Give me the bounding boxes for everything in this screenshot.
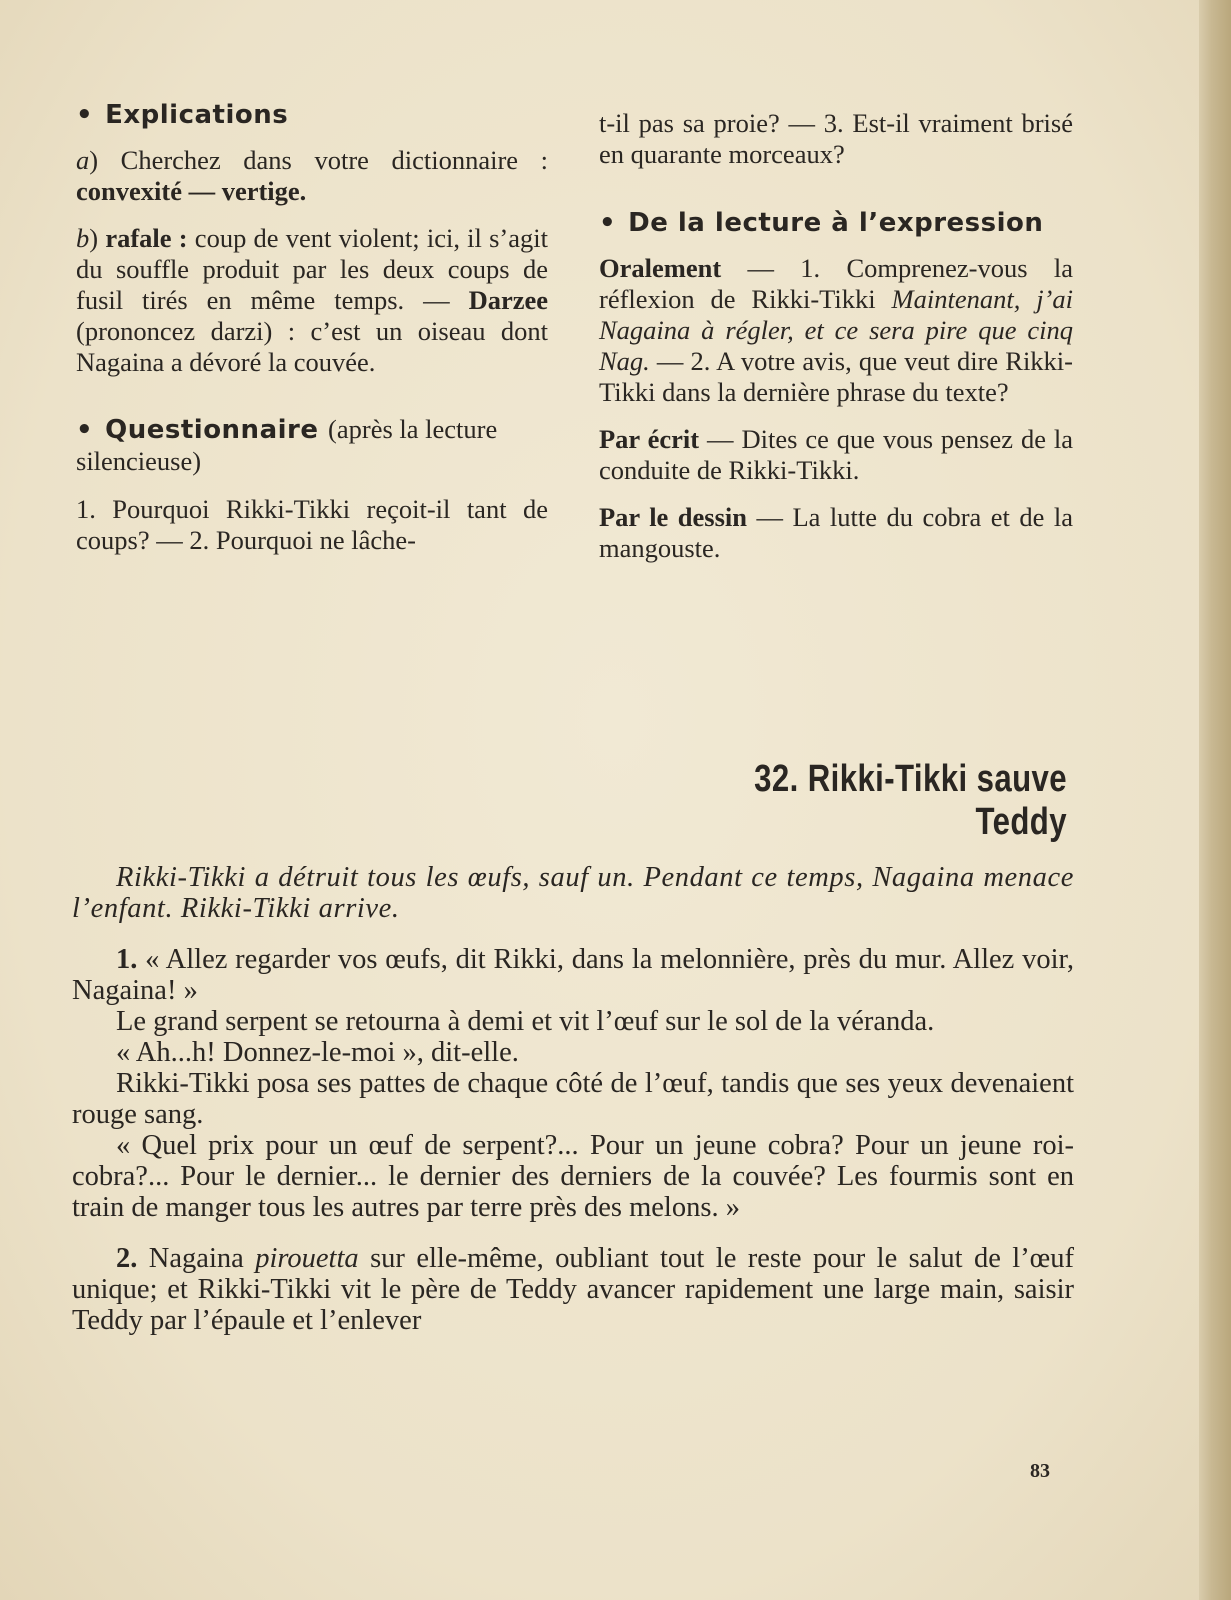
story-paragraph-5: « Quel prix pour un œuf de serpent?... Pour un jeune cobra? Pour un jeune roi-cobra?... Pour le dernier... le dernier des derniers de la couvée? Les fourmis sont en train de manger tous les autres par terre près des melons. »: [72, 1130, 1074, 1223]
bullet-icon: •: [76, 100, 94, 130]
questionnaire-heading: • Questionnaire (après la lecture silencieuse): [76, 414, 498, 476]
story-intro: Rikki-Tikki a détruit tous les œufs, sauf un. Pendant ce temps, Nagaina menace l’enfant. Rikki-Tikki arrive.: [72, 862, 1074, 924]
explication-a-words: convexité — vertige.: [76, 176, 307, 206]
par-le-dessin-text: Par le dessin — La lutte du cobra et de la mangouste.: [599, 502, 1073, 563]
bullet-icon: •: [76, 415, 94, 445]
questionnaire-text: 1. Pourquoi Rikki-Tikki reçoit-il tant de coups? — 2. Pourquoi ne lâche-: [76, 494, 548, 555]
right-column: [599, 108, 1073, 564]
explication-b: b) rafale : coup de vent violent; ici, il s’agit du souffle produit par les deux coups de fusil tirés en même temps. — Darzee (prononcez darzi) : c’est un oiseau dont Nagaina a dévoré la couvée.: [76, 223, 548, 377]
story-paragraph-2: Le grand serpent se retourna à demi et vit l’œuf sur le sol de la véranda.: [116, 1006, 935, 1037]
page-number: 83: [1030, 1460, 1050, 1482]
bullet-icon: •: [599, 208, 617, 238]
story-text: [72, 862, 1074, 1336]
oralement-text: Oralement — 1. Comprenez-vous la réflexion de Rikki-Tikki Maintenant, j’ai Nagaina à régler, et ce sera pire que cinq Nag. — 2. A votre avis, que veut dire Rikki-Tikki dans la dernière phrase du texte?: [599, 253, 1073, 407]
book-spine-edge: [1199, 0, 1231, 1600]
explication-a: a) Cherchez dans votre dictionnaire : convexité — vertige.: [76, 145, 548, 206]
chapter-title: 32. Rikki-Tikki sauve Teddy: [754, 758, 1067, 843]
questionnaire-subheading: (après la lecture silencieuse): [76, 414, 498, 476]
story-paragraph-1: 1. « Allez regarder vos œufs, dit Rikki, dans la melonnière, près du mur. Allez voir, Nagaina! »: [72, 944, 1074, 1006]
story-paragraph-4: Rikki-Tikki posa ses pattes de chaque côté de l’œuf, tandis que ses yeux devenaient rouge sang.: [72, 1068, 1074, 1130]
left-column: [76, 100, 548, 556]
story-paragraph-3: « Ah...h! Donnez-le-moi », dit-elle.: [116, 1037, 519, 1068]
questionnaire-continuation: t-il pas sa proie? — 3. Est-il vraiment brisé en quarante morceaux?: [599, 108, 1073, 169]
expression-heading: • De la lecture à l’expression: [599, 208, 1044, 238]
story-paragraph-6: 2. Nagaina pirouetta sur elle-même, oubliant tout le reste pour le salut de l’œuf unique; et Rikki-Tikki vit le père de Teddy avancer rapidement une large main, saisir Teddy par l’épaule et l’enlever: [72, 1243, 1075, 1336]
explications-heading: • Explications: [76, 100, 289, 130]
par-ecrit-text: Par écrit — Dites ce que vous pensez de la conduite de Rikki-Tikki.: [599, 424, 1073, 485]
